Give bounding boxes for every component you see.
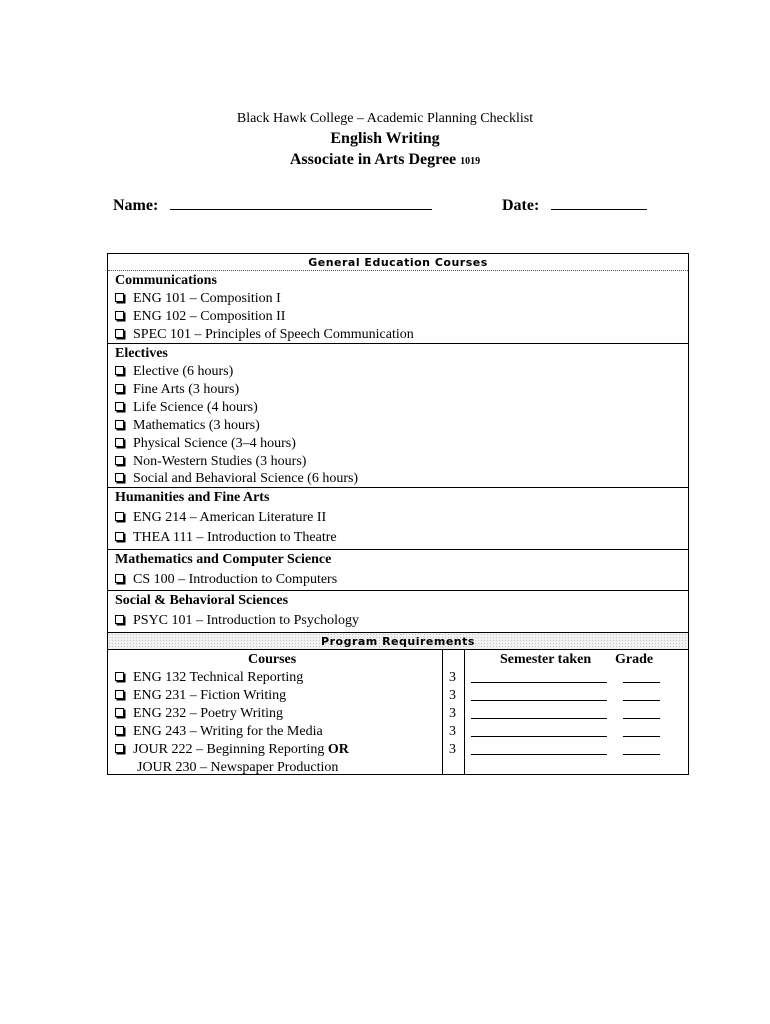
checkbox-icon[interactable] (115, 473, 124, 482)
section-electives (108, 343, 688, 487)
section-title: Electives (115, 346, 168, 361)
courses-column-header: Courses (248, 652, 297, 667)
semester-column-header: Semester taken (500, 652, 592, 667)
name-label: Name: (113, 197, 159, 214)
grade-field[interactable] (623, 744, 660, 755)
course-item[interactable]: Life Science (4 hours) (115, 399, 258, 417)
course-item[interactable]: Mathematics (3 hours) (115, 417, 260, 435)
course-item[interactable]: Elective (6 hours) (115, 363, 233, 381)
course-hours: 3 (449, 724, 456, 739)
column-divider (464, 650, 465, 774)
date-row (502, 193, 647, 215)
section-communications (108, 271, 688, 343)
course-item[interactable]: SPEC 101 – Principles of Speech Communication (115, 326, 414, 344)
checkbox-icon[interactable] (115, 532, 124, 541)
general-education-heading: General Education Courses (108, 254, 688, 271)
program-requirements-table (108, 650, 688, 774)
grade-column-header: Grade (615, 652, 654, 667)
section-social (108, 590, 688, 633)
alternate-course: JOUR 230 – Newspaper Production (137, 760, 339, 775)
semester-field[interactable] (471, 708, 607, 719)
checkbox-icon[interactable] (115, 420, 124, 429)
checkbox-icon[interactable] (115, 690, 124, 699)
checkbox-icon[interactable] (115, 726, 124, 735)
checkbox-icon[interactable] (115, 366, 124, 375)
date-label: Date: (502, 197, 540, 214)
course-item[interactable]: Fine Arts (3 hours) (115, 381, 239, 399)
column-divider (442, 650, 443, 774)
checkbox-icon[interactable] (115, 329, 124, 338)
course-item[interactable]: ENG 132 Technical Reporting (115, 669, 303, 687)
course-item[interactable]: ENG 232 – Poetry Writing (115, 705, 283, 723)
course-item[interactable]: Physical Science (3–4 hours) (115, 435, 296, 453)
name-row (113, 193, 432, 215)
checkbox-icon[interactable] (115, 708, 124, 717)
course-hours: 3 (449, 688, 456, 703)
course-item[interactable]: ENG 243 – Writing for the Media (115, 723, 323, 741)
checkbox-icon[interactable] (115, 438, 124, 447)
degree-title (0, 149, 770, 172)
or-label: OR (327, 742, 349, 757)
section-math-cs (108, 549, 688, 590)
semester-field[interactable] (471, 672, 607, 683)
course-item[interactable]: ENG 214 – American Literature II (115, 509, 326, 527)
grade-field[interactable] (623, 708, 660, 719)
degree-name: Associate in Arts Degree (289, 151, 457, 168)
course-item[interactable]: PSYC 101 – Introduction to Psychology (115, 612, 359, 630)
course-hours: 3 (449, 706, 456, 721)
section-title: Mathematics and Computer Science (115, 552, 332, 567)
program-title: English Writing (330, 130, 440, 147)
course-item[interactable]: THEA 111 – Introduction to Theatre (115, 529, 337, 547)
grade-field[interactable] (623, 672, 660, 683)
grade-field[interactable] (623, 690, 660, 701)
checkbox-icon[interactable] (115, 402, 124, 411)
course-item[interactable]: JOUR 222 – Beginning Reporting OR (115, 741, 349, 759)
checkbox-icon[interactable] (115, 456, 124, 465)
section-title: Humanities and Fine Arts (115, 490, 270, 505)
course-item[interactable]: CS 100 – Introduction to Computers (115, 571, 337, 589)
course-item[interactable]: ENG 102 – Composition II (115, 308, 285, 326)
semester-field[interactable] (471, 726, 607, 737)
course-item[interactable]: ENG 231 – Fiction Writing (115, 687, 286, 705)
checkbox-icon[interactable] (115, 384, 124, 393)
date-field[interactable] (551, 193, 647, 210)
section-title: Social & Behavioral Sciences (115, 593, 289, 608)
college-heading: Black Hawk College – Academic Planning Checklist (236, 111, 534, 126)
course-checklist (107, 253, 689, 775)
checkbox-icon[interactable] (115, 744, 124, 753)
semester-field[interactable] (471, 690, 607, 701)
checkbox-icon[interactable] (115, 672, 124, 681)
section-title: Communications (115, 273, 217, 288)
program-requirements-heading: Program Requirements (108, 632, 688, 650)
checkbox-icon[interactable] (115, 293, 124, 302)
name-field[interactable] (170, 193, 432, 210)
course-item[interactable]: Non-Western Studies (3 hours) (115, 453, 306, 471)
section-humanities (108, 487, 688, 549)
course-item[interactable]: ENG 101 – Composition I (115, 290, 281, 308)
semester-field[interactable] (471, 744, 607, 755)
grade-field[interactable] (623, 726, 660, 737)
checkbox-icon[interactable] (115, 615, 124, 624)
course-hours: 3 (449, 670, 456, 685)
course-hours: 3 (449, 742, 456, 757)
checkbox-icon[interactable] (115, 311, 124, 320)
document-header (0, 110, 770, 172)
course-item[interactable]: Social and Behavioral Science (6 hours) (115, 470, 358, 488)
checkbox-icon[interactable] (115, 574, 124, 583)
degree-code: 1019 (460, 156, 481, 167)
checkbox-icon[interactable] (115, 512, 124, 521)
